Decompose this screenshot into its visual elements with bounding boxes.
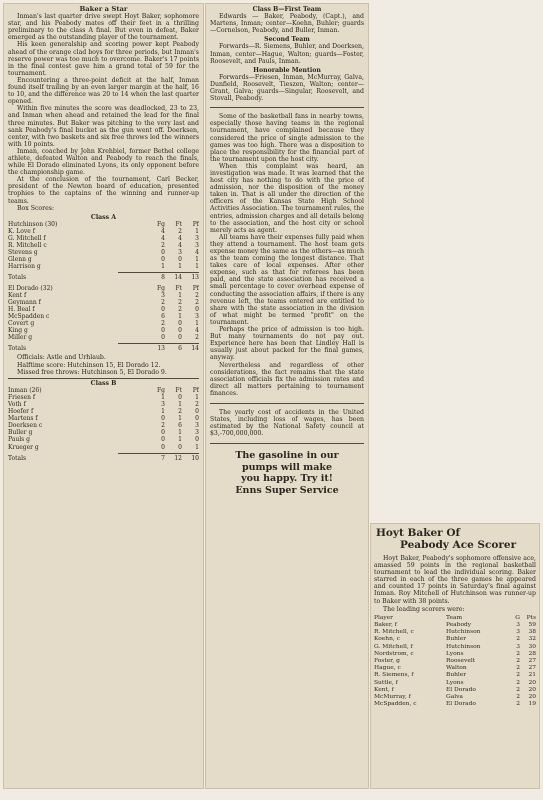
totals-fg: 8: [161, 274, 165, 282]
scorer-points: 59: [528, 621, 536, 628]
scorer-games: 2: [516, 686, 520, 693]
stat-fg: 0: [161, 334, 165, 342]
scorer-player: Hague, c: [374, 665, 401, 672]
leaders-intro: The leading scorers were:: [383, 605, 465, 613]
ad-line: pumps will make: [241, 461, 333, 473]
stat-ft: 0: [178, 320, 182, 328]
col-team: Team: [446, 614, 463, 621]
scorer-points: 20: [528, 686, 536, 693]
player-name: R. Mitchell c: [8, 242, 47, 250]
table-row: [8, 408, 199, 415]
table-row: [374, 665, 536, 672]
editorial-paragraphs: [210, 113, 364, 397]
player-name: Friesen f: [8, 393, 36, 401]
stat-fg: 0: [161, 249, 165, 257]
right-title-line1: Hoyt Baker Of: [376, 527, 461, 539]
middle-column: [210, 6, 364, 788]
totals-label: Totals: [8, 454, 27, 462]
column-header: Pf: [192, 284, 199, 292]
scorer-points: 38: [528, 629, 536, 636]
player-name: Martens f: [8, 415, 38, 423]
stat-fg: 2: [161, 422, 165, 430]
scorer-games: 2: [516, 650, 520, 657]
right-column: [374, 527, 536, 787]
totals-pf: 14: [191, 345, 199, 353]
scorer-points: 20: [528, 693, 536, 700]
totals-rule: [118, 272, 199, 273]
editorial-paragraph: All teams have their expenses fully paid when they attend a tournament. The host team gets expense money the same as the others—as much as the team coming the longest distance. That takes care of local expenses. After other expense, such as that for referees has been paid, and the state association has received a small percentage to cover overhead expense of conducting the association affairs, if there is any revenue left, the teams entered are entitled to share with the state association in the division of what might be termed "profit" on the tournament.: [210, 233, 364, 326]
divider: [210, 107, 364, 108]
table-row: [8, 228, 199, 235]
scorer-games: 2: [516, 672, 520, 679]
box-score-header: [8, 221, 199, 228]
first-team-title: Class B—First Team: [252, 6, 322, 13]
honorable-mention-title: Honorable Mention: [253, 66, 321, 74]
table-row: [374, 687, 536, 694]
scorer-team: Peabody: [446, 621, 472, 628]
stat-ft: 0: [178, 334, 182, 342]
player-name: K. Love f: [8, 227, 35, 235]
stat-fg: 3: [161, 400, 165, 408]
table-row: [374, 672, 536, 679]
stat-ft: 1: [178, 312, 182, 320]
right-paragraph: Hoyt Baker, Peabody's sophomore offensive ace, amassed 59 points in the regional basketball tournament to lead the individual scoring. Baker starred in each of the three games he appeared and counted 17 points in Saturday's final against Inman. Roy Mitchell of Hutchinson was runner-up to Baker with 38 points.: [374, 555, 536, 605]
scorer-player: Suttle, f: [374, 679, 398, 686]
player-name: H. Beal f: [8, 305, 35, 313]
totals-pf: 10: [191, 454, 199, 462]
player-name: King g: [8, 327, 28, 335]
player-name: Hoefer f: [8, 408, 34, 416]
class-a-label: Class A: [90, 213, 117, 221]
scorer-team: Hutchinson: [446, 629, 481, 636]
player-name: Krueger g: [8, 443, 39, 451]
scorer-points: 19: [528, 701, 536, 708]
table-row: [8, 299, 199, 306]
stat-ft: 1: [178, 263, 182, 271]
stat-pf: 1: [195, 443, 199, 451]
honorable-mention-text: Forwards—Friesen, Inman, McMurray, Galva, Dunfield, Roosevelt, Tieszen, Walton; center—Grant, Galva; guards—Singular, Roosevelt, and Stovall, Peabody.: [210, 73, 364, 103]
player-name: Covert g: [8, 320, 35, 328]
totals-fg: 13: [157, 345, 165, 353]
stat-fg: 1: [161, 408, 165, 416]
scorer-games: 2: [516, 693, 520, 700]
divider: [210, 403, 364, 404]
stat-ft: 1: [178, 429, 182, 437]
totals-ft: 6: [178, 345, 182, 353]
table-row: [8, 292, 199, 299]
stat-fg: 0: [161, 305, 165, 313]
stat-pf: 2: [195, 334, 199, 342]
table-row: [374, 701, 536, 708]
table-row: [8, 334, 199, 341]
stat-ft: 2: [178, 408, 182, 416]
scorer-team: Galva: [446, 693, 463, 700]
scorer-team: Lyons: [446, 679, 464, 686]
table-row: [8, 415, 199, 422]
game-note: Officials: Astle and Urhlaub.: [17, 354, 106, 362]
article-paragraph: Encountering a three-point deficit at the half, Inman found itself trailing by an even larger margin at the half, 16 to 10, and the difference was 20 to 14 when the last quarter opened.: [8, 76, 199, 106]
scorer-points: 28: [528, 650, 536, 657]
team-header: El Dorado (32): [8, 284, 53, 292]
stat-fg: 0: [161, 415, 165, 423]
totals-label: Totals: [8, 345, 27, 353]
stat-pf: 0: [195, 408, 199, 416]
stat-pf: 2: [195, 298, 199, 306]
scorer-games: 3: [516, 629, 520, 636]
scorer-games: 2: [516, 657, 520, 664]
col-player: Player: [374, 614, 393, 621]
scorer-player: McSpadden, c: [374, 701, 417, 708]
totals-row: [8, 455, 199, 462]
gasoline-ad: [210, 450, 364, 496]
table-row: [8, 263, 199, 270]
table-row: [374, 629, 536, 636]
table-row: [374, 658, 536, 665]
table-row: [8, 429, 199, 436]
team-header: Inman (26): [8, 386, 42, 394]
col-pts: Pts: [526, 614, 536, 621]
stat-fg: 2: [161, 298, 165, 306]
scorer-player: Foster, g: [374, 657, 400, 664]
table-row: [8, 327, 199, 334]
stat-ft: 4: [178, 235, 182, 242]
scorer-points: 27: [528, 665, 536, 672]
table-row: [8, 401, 199, 408]
stat-ft: 2: [178, 227, 182, 235]
scorer-points: 21: [528, 672, 536, 679]
stat-fg: 2: [161, 320, 165, 328]
player-name: Pauls g: [8, 436, 30, 444]
safety-note: The yearly cost of accidents in the United States, including loss of wages, has been estimated by the National Safety council at $3,-700,000,000.: [210, 408, 364, 438]
first-team-text: Edwards — Baker, Peabody, (Capt.), and Martens, Inman; center—Koehn, Buhler; guards—Cornelson, Peabody, and Buller, Inman.: [210, 13, 364, 35]
stat-fg: 2: [161, 242, 165, 250]
box-scores-label: Box Scores:: [17, 204, 55, 212]
table-row: [374, 680, 536, 687]
player-name: Buller g: [8, 429, 33, 437]
stat-pf: 1: [195, 227, 199, 235]
scorer-team: Lyons: [446, 650, 464, 657]
left-column: [8, 6, 199, 788]
stat-ft: 0: [178, 443, 182, 451]
scorer-team: Buhler: [446, 636, 467, 643]
scorer-games: 3: [516, 643, 520, 650]
editorial-paragraph: Nevertheless and regardless of other considerations, the fact remains that the state association officials fix the admission rates and direct all matters pertaining to tournament finances.: [210, 361, 364, 397]
player-name: Geymann f: [8, 298, 41, 306]
ad-line: Enns Super Service: [235, 484, 339, 496]
stat-fg: 1: [161, 263, 165, 271]
scorer-player: G. Mitchell, f: [374, 643, 413, 650]
table-row: [374, 636, 536, 643]
player-name: Miller g: [8, 334, 33, 342]
scorer-player: Koehn, c: [374, 636, 400, 643]
stat-ft: 0: [178, 393, 182, 401]
stat-ft: 2: [178, 305, 182, 313]
scorer-games: 3: [516, 621, 520, 628]
column-header: Pf: [192, 220, 199, 228]
table-row: [8, 235, 199, 242]
table-row: [8, 249, 199, 256]
stat-pf: 3: [195, 242, 199, 250]
stat-pf: 3: [195, 312, 199, 320]
stat-ft: 1: [178, 415, 182, 423]
stat-fg: 0: [161, 436, 165, 444]
scorer-player: Baker, f: [374, 621, 397, 628]
totals-rule: [118, 343, 199, 344]
table-row: [8, 313, 199, 320]
left-title: Baker a Star: [79, 6, 128, 13]
stat-ft: 1: [178, 436, 182, 444]
player-name: Voth f: [8, 400, 26, 408]
player-name: Glenn g: [8, 256, 32, 264]
ad-line: you happy. Try it!: [241, 473, 333, 485]
article-paragraph: Inman, coached by John Krehbiel, former Bethel college athlete, defeated Walton and Peabody to reach the finals, while El Dorado eliminated Lyons, its only opponent before the championship game.: [8, 147, 199, 177]
totals-ft: 14: [174, 274, 182, 282]
player-name: Stevens g: [8, 249, 38, 257]
scorer-player: McMurray, f: [374, 693, 411, 700]
table-row: [8, 256, 199, 263]
stat-pf: 0: [195, 415, 199, 423]
scorer-games: 2: [516, 701, 520, 708]
stat-ft: 4: [178, 242, 182, 250]
stat-fg: 4: [161, 227, 165, 235]
table-row: [374, 694, 536, 701]
stat-ft: 0: [178, 327, 182, 335]
eldorado-box-score: [8, 285, 199, 353]
game-note: Missed free throws: Hutchinson 5, El Dorado 9.: [17, 368, 167, 376]
article-paragraph: At the conclusion of the tournament, Carl Becker, president of the Newton board of education, presented trophies to the captains of the winning and runner-up teams.: [8, 176, 199, 205]
hutchinson-box-score: [8, 221, 199, 282]
table-row: [8, 306, 199, 313]
col-g: G: [515, 614, 520, 621]
stat-ft: 0: [178, 256, 182, 264]
stat-pf: 1: [195, 263, 199, 271]
column-header: Ft: [175, 284, 182, 292]
scorer-player: R. Mitchell, c: [374, 629, 414, 636]
stat-pf: 2: [195, 400, 199, 408]
totals-fg: 7: [161, 454, 165, 462]
column-header: Fg: [156, 220, 165, 228]
box-score-header: [8, 387, 199, 394]
stat-pf: 0: [195, 305, 199, 313]
column-header: Ft: [175, 386, 182, 394]
column-header: Fg: [156, 284, 165, 292]
table-row: [8, 444, 199, 451]
stat-pf: 4: [195, 327, 199, 335]
scorer-points: 27: [528, 657, 536, 664]
column-header: Fg: [156, 386, 165, 394]
player-name: Doerksen c: [8, 422, 43, 430]
stat-pf: 4: [195, 249, 199, 257]
table-row: [374, 644, 536, 651]
editorial-paragraph: Some of the basketball fans in nearby towns, especially those having teams in the regional tournament, have complained because they considered the price of single admission to the games was too high. There was a disposition to place the responsibility for the financial part of the tournament upon the host city.: [210, 113, 364, 163]
game-notes: [8, 354, 199, 375]
editorial-paragraph: When this complaint was heard, an investigation was made. It was learned that the host city has nothing to do with the price of admission, nor the disposition of the money taken in. That is all under the direction of the officers of the Kansas State High School Activities Association. The tournament rules, the entries, admission charges and all details belong to the association, and the host city or school merely acts as agent.: [210, 162, 364, 234]
stat-fg: 4: [161, 235, 165, 242]
column-header: Pf: [192, 386, 199, 394]
scorer-team: El Dorado: [446, 701, 476, 708]
totals-label: Totals: [8, 274, 27, 282]
scorer-player: R. Siemens, f: [374, 672, 414, 679]
stat-ft: 1: [178, 291, 182, 299]
scorer-points: 32: [528, 636, 536, 643]
scorer-team: Hutchinson: [446, 643, 481, 650]
article-paragraph: Inman's last quarter drive swept Hoyt Baker, sophomore star, and his Peabody mates off their feet in a thrilling preliminary to the class A final. But even in defeat, Baker emerged as the outstanding player of the tournament.: [8, 13, 199, 42]
scorer-team: Buhler: [446, 672, 467, 679]
player-name: Kent f: [8, 291, 27, 299]
scorer-team: Walton: [446, 665, 467, 672]
scorer-games: 2: [516, 636, 520, 643]
team-header: Hutchinson (30): [8, 220, 58, 228]
second-team-title: Second Team: [264, 36, 310, 44]
column-header: Ft: [175, 220, 182, 228]
scorer-player: Nordstrom, c: [374, 650, 414, 657]
scorer-games: 2: [516, 679, 520, 686]
totals-rule: [118, 453, 199, 454]
stat-ft: 1: [178, 400, 182, 408]
stat-pf: 1: [195, 320, 199, 328]
totals-pf: 13: [191, 274, 199, 282]
table-row: [374, 651, 536, 658]
second-team-text: Forwards—R. Siemens, Buhler, and Doerksen, Inman, center—Hague, Walton; guards—Foster, Roosevelt, and Pauls, Inman.: [210, 43, 364, 65]
stat-pf: 1: [195, 393, 199, 401]
player-name: McSpadden c: [8, 312, 50, 320]
left-paragraphs: [8, 13, 199, 205]
divider: [8, 378, 199, 379]
totals-row: [8, 345, 199, 352]
scorer-points: 30: [528, 643, 536, 650]
stat-pf: 3: [195, 429, 199, 437]
stat-pf: 3: [195, 422, 199, 430]
scorer-player: Kent, f: [374, 686, 394, 693]
stat-fg: 3: [161, 291, 165, 299]
stat-pf: 0: [195, 436, 199, 444]
article-paragraph: His keen generalship and scoring power kept Peabody ahead of the orange clad boys for three periods, but Inman's reserve power was too much to overcome. Baker's 17 points in the final contest gave him a grand total of 59 for the tournament.: [8, 41, 199, 77]
inman-box-score: [8, 387, 199, 462]
box-score-header: [8, 285, 199, 292]
divider: [210, 443, 364, 444]
class-b-label: Class B: [90, 379, 117, 387]
stat-pf: 1: [195, 256, 199, 264]
stat-ft: 3: [178, 249, 182, 257]
stat-pf: 2: [195, 291, 199, 299]
totals-ft: 12: [174, 454, 182, 462]
article-paragraph: Within five minutes the score was deadlocked, 23 to 23, and Inman when ahead and retained the lead for the final three minutes. But Baker was pitching to the very last and sank Peabody's final bucket as the gun went off. Doerksen, center, with two baskets and six free throws led the winners with 10 points.: [8, 105, 199, 148]
table-row: [8, 436, 199, 443]
stat-pf: 3: [195, 235, 199, 242]
player-name: Harrison g: [8, 263, 41, 271]
scorers-header: [374, 615, 536, 622]
table-row: [374, 622, 536, 629]
scorer-points: 20: [528, 679, 536, 686]
table-row: [8, 422, 199, 429]
table-row: [8, 394, 199, 401]
stat-fg: 0: [161, 256, 165, 264]
totals-row: [8, 274, 199, 281]
scorer-team: El Dorado: [446, 686, 476, 693]
editorial-paragraph: Perhaps the price of admission is too high. But many tournaments do not pay out. Experience here has been that Lindley Hall is usually just about packed for the final games, anyway.: [210, 326, 364, 362]
table-row: [8, 242, 199, 249]
game-note: Halftime score: Hutchinson 15, El Dorado 12.: [17, 361, 161, 369]
stat-fg: 1: [161, 393, 165, 401]
scorer-games: 2: [516, 665, 520, 672]
stat-ft: 6: [178, 422, 182, 430]
stat-fg: 0: [161, 429, 165, 437]
right-title-line2: Peabody Ace Scorer: [400, 539, 517, 551]
ad-line: The gasoline in our: [235, 450, 339, 462]
stat-fg: 6: [161, 312, 165, 320]
leading-scorers-table: [374, 622, 536, 708]
stat-fg: 0: [161, 327, 165, 335]
player-name: G. Mitchell f: [8, 235, 46, 242]
scorer-team: Roosevelt: [446, 657, 476, 664]
stat-ft: 2: [178, 298, 182, 306]
table-row: [8, 320, 199, 327]
stat-fg: 0: [161, 443, 165, 451]
